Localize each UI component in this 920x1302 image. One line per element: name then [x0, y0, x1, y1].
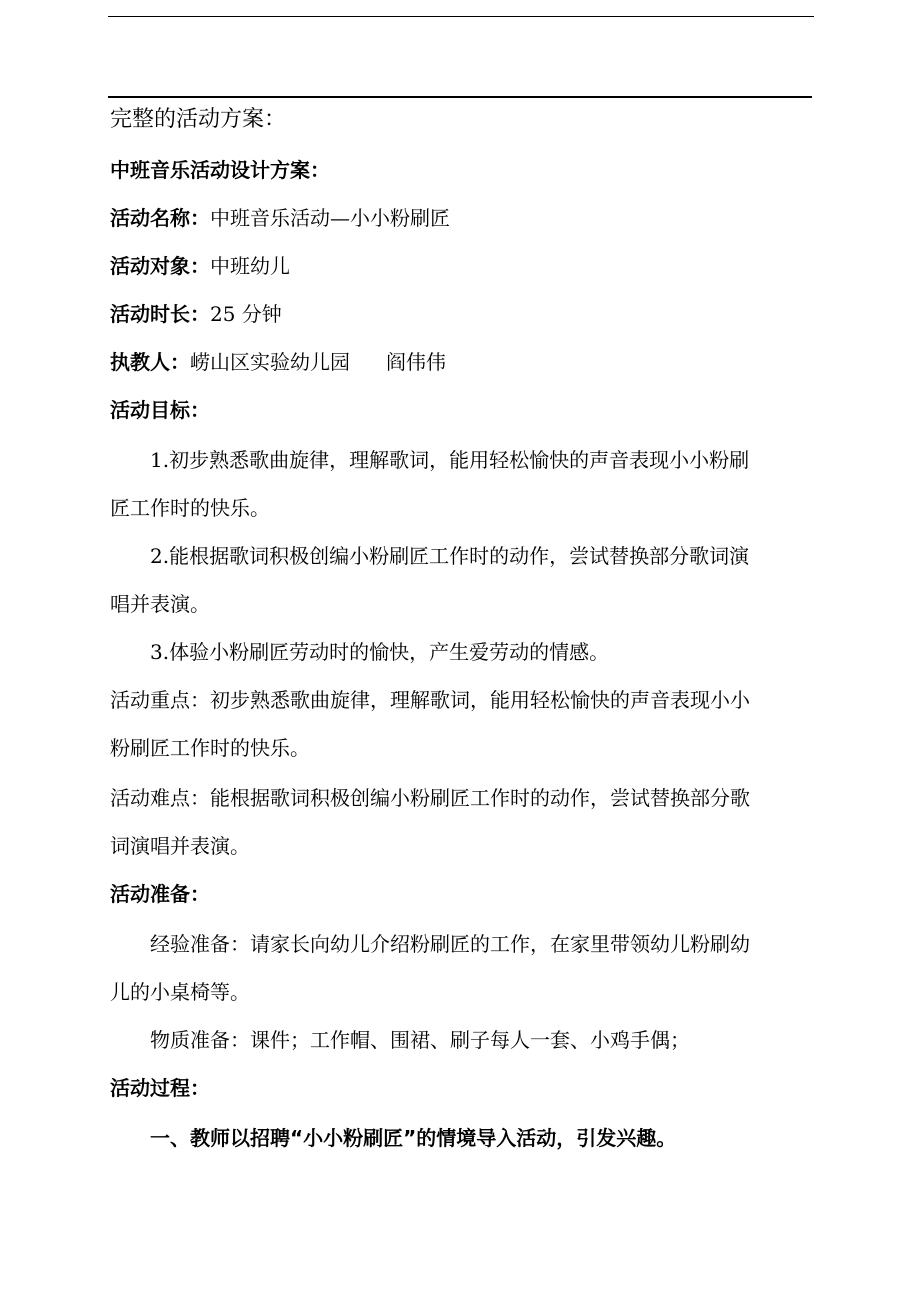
activity-name-value: 中班音乐活动—小小粉刷匠	[210, 206, 450, 230]
teacher-row	[110, 348, 446, 376]
activity-target-label: 活动对象：	[110, 254, 210, 278]
goals-heading: 活动目标：	[110, 398, 210, 422]
goal-1-line-1: 1.初步熟悉歌曲旋律，理解歌词，能用轻松愉快的声音表现小小粉刷	[150, 448, 750, 472]
difficulty-line-1: 活动难点：能根据歌词积极创编小粉刷匠工作时的动作，尝试替换部分歌	[110, 786, 750, 810]
process-step-1: 一、教师以招聘“小小粉刷匠”的情境导入活动，引发兴趣。	[150, 1126, 677, 1150]
teacher-label: 执教人：	[110, 350, 190, 374]
experience-prep-line-2: 儿的小桌椅等。	[110, 980, 250, 1004]
key-point-line-2: 粉刷匠工作时的快乐。	[110, 736, 310, 760]
key-point-line-1: 活动重点：初步熟悉歌曲旋律，理解歌词，能用轻松愉快的声音表现小小	[110, 688, 750, 712]
goal-1-line-2: 匠工作时的快乐。	[110, 496, 270, 520]
activity-name-row	[110, 204, 450, 232]
header-rule	[108, 16, 814, 17]
process-heading: 活动过程：	[110, 1076, 210, 1100]
activity-duration-value: 25 分钟	[210, 302, 282, 326]
goal-3-line-1: 3.体验小粉刷匠劳动时的愉快，产生爱劳动的情感。	[150, 640, 610, 664]
activity-target-row	[110, 252, 290, 280]
page-title: 完整的活动方案：	[110, 107, 287, 132]
activity-duration-label: 活动时长：	[110, 302, 210, 326]
teacher-school: 崂山区实验幼儿园	[190, 350, 350, 374]
title-rule	[108, 96, 812, 98]
material-prep-line: 物质准备：课件；工作帽、围裙、刷子每人一套、小鸡手偶；	[150, 1028, 690, 1052]
activity-name-label: 活动名称：	[110, 206, 210, 230]
activity-target-value: 中班幼儿	[210, 254, 290, 278]
plan-subtitle: 中班音乐活动设计方案：	[110, 158, 330, 182]
goal-2-line-2: 唱并表演。	[110, 592, 210, 616]
experience-prep-line-1: 经验准备：请家长向幼儿介绍粉刷匠的工作，在家里带领幼儿粉刷幼	[150, 932, 750, 956]
difficulty-line-2: 词演唱并表演。	[110, 834, 250, 858]
activity-duration-row	[110, 300, 282, 328]
teacher-name: 阎伟伟	[386, 350, 446, 374]
preparation-heading: 活动准备：	[110, 882, 210, 906]
goal-2-line-1: 2.能根据歌词积极创编小粉刷匠工作时的动作，尝试替换部分歌词演	[150, 544, 750, 568]
